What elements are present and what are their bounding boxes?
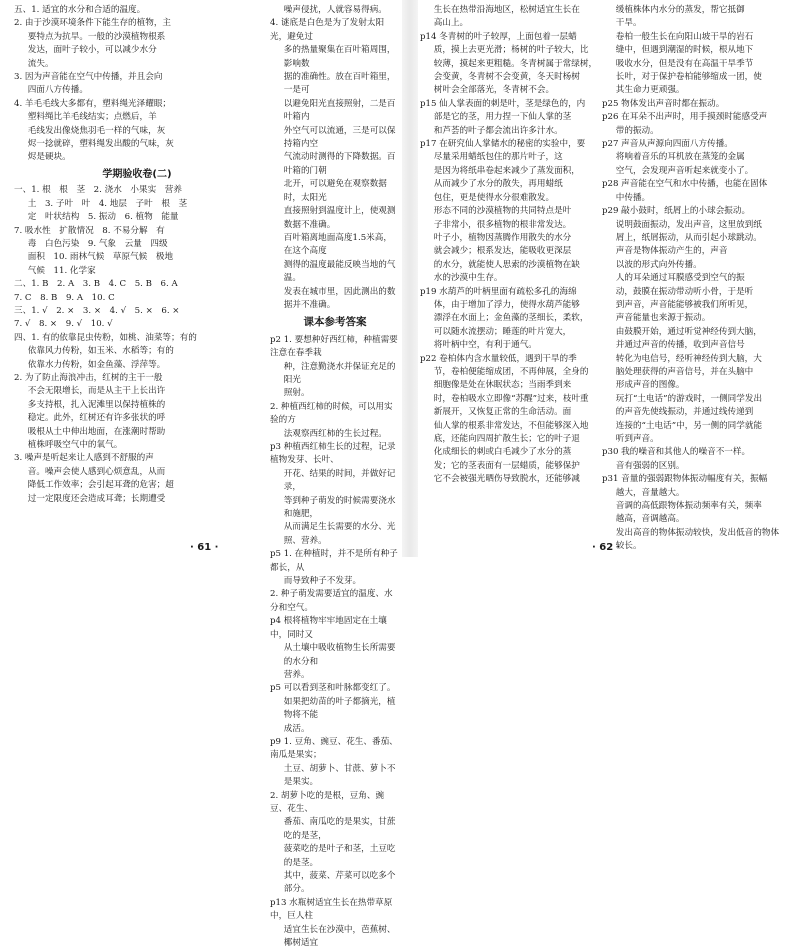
answer-line: 以避免阳光直接照射，二是百叶箱内 xyxy=(283,98,396,123)
answer-line: p13 水瓶树适宜生长在热带草原中，巨人柱 xyxy=(270,897,393,922)
answer-line: 烬一捻就碎，塑料绳发出酸的气味，灰 xyxy=(27,139,174,150)
answer-line: p9 1. 豆角、豌豆、花生、番茄、南瓜是果实； xyxy=(270,736,398,761)
answer-line: 树叶会全部落光，冬青树不会。 xyxy=(433,85,555,96)
left-page-column-2 xyxy=(270,4,400,950)
answer-line: p31 音量的强弱跟物体振动幅度有关，振幅 xyxy=(602,474,768,485)
answer-line: 到声音，声音能能够被我们所听见， xyxy=(615,299,754,310)
answer-line: p5 1. 在种植时，并不是所有种子都长，从 xyxy=(270,549,398,573)
answer-line: 音有强弱的区别。 xyxy=(615,460,685,471)
right-page-column-1 xyxy=(420,4,600,487)
answer-line: 4. 羊毛毛线大多都有，塑料绳光泽耀眼； xyxy=(14,98,172,109)
answer-line: p25 物体发出声音时都在振动。 xyxy=(602,98,725,109)
answer-line: 测得的温度最能反映当地的气温。 xyxy=(283,259,396,284)
answer-line: 部是它的茎，用力捏一下仙人掌的茎 xyxy=(433,112,572,123)
answer-line: 人的耳朵通过耳膜感受到空气的振 xyxy=(615,273,745,284)
answer-line: 番茄、南瓜吃的是果实，甘蔗吃的是茎， xyxy=(283,817,396,841)
answer-line: 脑处理获得的声音信号，并在头脑中 xyxy=(615,366,754,377)
answer-line: 化成细长的刺或白毛减少了水分的蒸 xyxy=(433,447,572,458)
answer-line: 动，鼓膜在振动带动听小骨，于是听 xyxy=(615,286,754,297)
answer-line: 从土壤中吸收植物生长所需要的水分和 xyxy=(283,643,396,667)
answer-line: 将叶柄中空，有利于通气。 xyxy=(433,340,537,351)
answer-line: 适宜生长在沙漠中，芭蕉树、椰树适宜 xyxy=(283,924,396,949)
answer-line: 发达，面叶子较小，可以减少水分 xyxy=(27,45,157,56)
answer-line: 中传播。 xyxy=(615,192,651,203)
answer-line: 干旱。 xyxy=(615,18,642,29)
answer-line: 开花、结果的时间，并做好记录， xyxy=(283,468,396,493)
answer-line: 生长在热带沿海地区，松树适宜生长在 xyxy=(433,5,580,15)
answer-line: 带的振动。 xyxy=(615,125,659,136)
right-page-column-2 xyxy=(602,4,788,554)
answer-line: p4 根将植物牢牢地固定在土壤中，同时又 xyxy=(270,616,387,640)
answer-line: 从而减少了水分的散失，再用蜡纸 xyxy=(433,179,563,190)
answer-line: 的水分，就能使人思索的沙漠植物在缺 xyxy=(433,259,580,270)
answer-block-exam-2 xyxy=(14,184,260,506)
answer-line: 漂浮在水面上；金鱼藻的茎细长，柔软， xyxy=(433,313,589,324)
answer-line: 屑上，纸屑振动，从而引起小球跳动。 xyxy=(615,232,762,243)
answer-line: 降低工作效率；会引起耳聋的危害；超 xyxy=(27,480,174,491)
left-page-column-1 xyxy=(14,4,260,506)
answer-line: 过一定限度还会造成耳聋；长期遭受 xyxy=(27,493,166,504)
answer-line: 形成声音的图像。 xyxy=(615,380,685,391)
answer-line: 其生命力更顽强。 xyxy=(615,85,685,96)
page-number-right: · 62 · xyxy=(592,542,621,553)
answer-line: p3 种植西红柿生长的过程，记录植物发芽、长叶、 xyxy=(270,442,396,466)
answer-line: 百叶箱离地面高度1.5米高，在这个高度 xyxy=(283,232,392,257)
answer-line: 空气，会发现声音听起来就变小了。 xyxy=(615,165,754,176)
answer-line: p5 可以看到茎和叶脉都变红了。 xyxy=(270,683,396,694)
answer-line: 面积 10. 雨林气候 草原气候 极地 xyxy=(27,252,174,263)
answer-line: 2. 为了防止海浪冲击，红树的主干一般 xyxy=(14,372,163,383)
answer-line: 据的准确性。放在百叶箱里，一是可 xyxy=(283,72,396,96)
answer-line: 种，注意勤浇水并保证充足的阳光 xyxy=(283,361,396,385)
answer-line: 3. 因为声音能在空气中传播，并且会向 xyxy=(14,72,163,83)
answer-line: 体，由于增加了浮力，使得水葫芦能够 xyxy=(433,299,580,310)
answer-line: 气流动时测得的下降数据。百叶箱的门朝 xyxy=(283,152,396,176)
answer-line: 7. √ 8. × 9. √ 10. √ xyxy=(14,319,113,330)
answer-line: 和芦荟的叶子都会流出许多汁水。 xyxy=(433,125,563,136)
answer-line: 水的沙漠中生存。 xyxy=(433,273,503,284)
answer-line: 依靠风力传粉，如玉米、水稻等；有的 xyxy=(27,346,174,357)
answer-line: 细胞像是处在休眠状态；当雨季到来 xyxy=(433,380,572,391)
answer-line: 发表在城市里，因此测出的数据并不准确。 xyxy=(283,286,396,310)
answer-line: 7. 吸水性 扩散情况 8. 不易分解 有 xyxy=(14,225,165,236)
answer-line: 时，卷柏吸水立即像“苏醒”过来，枝叶重 xyxy=(433,393,589,404)
answer-line: 7. C 8. B 9. A 10. C xyxy=(14,292,115,303)
answer-line: p28 声音能在空气和水中传播，也能在固体 xyxy=(602,179,768,190)
answer-line: 说明鼓面振动，发出声音，这里放到纸 xyxy=(615,219,762,230)
answer-line: 一、1. 根 根 茎 2. 浇水 小果实 营养 xyxy=(14,185,182,196)
answer-line: 玩打“土电话”的游戏时，一侧同学发出 xyxy=(615,393,763,404)
answer-line: 包住，更是使得水分很难散发。 xyxy=(433,192,555,203)
answer-line: 音。噪声会使人感到心烦意乱，从而 xyxy=(27,466,166,477)
answer-line: 土豆、胡萝卜、甘蔗、萝卜不是果实。 xyxy=(283,763,396,788)
answer-line: 2. 种植西红柿的时候，可以用实验的方 xyxy=(270,401,393,426)
answer-line: 音调的高低跟物体振动频率有关，频率 xyxy=(615,501,762,512)
answer-line: 三、1. √ 2. × 3. × 4. √ 5. × 6. × xyxy=(14,305,180,316)
answer-line: 不会无限增长，而是从主干上长出许 xyxy=(27,386,166,397)
answer-line: 直接照射到温度计上，使观测数据不准确。 xyxy=(283,206,396,230)
answer-line: 声音是物体振动产生的，声音 xyxy=(615,246,728,257)
answer-line: 叶子小，植物因蒸腾作用散失的水分 xyxy=(433,232,572,243)
textbook-answers-title: 课本参考答案 xyxy=(303,316,367,329)
answer-line: p26 在耳朵不出声时，用手摸颈时能感受声 xyxy=(602,112,768,123)
answer-line: 如果把幼苗的叶子都摘光，植物将不能 xyxy=(283,696,396,721)
answer-line: 流失。 xyxy=(27,58,54,69)
answer-line: 气候 11. 化学家 xyxy=(27,265,96,276)
answer-line: p2 1. 要想种好西红柿，种植需要注意在春季栽 xyxy=(270,334,398,359)
answer-line: 以波的形式向外传播。 xyxy=(615,259,702,270)
answer-line: 尽量采用蜡纸包住的那片叶子，这 xyxy=(433,152,563,163)
answer-line: 声音能量也来源于振动。 xyxy=(615,313,711,324)
answer-line: p14 冬青树的叶子较厚，上面包着一层蜡 xyxy=(420,31,577,42)
answer-block-continued xyxy=(270,4,400,312)
answer-line: 其中，菠菜、芹菜可以吃多个部分。 xyxy=(283,871,396,895)
answer-line: 定 叶状结构 5. 振动 6. 植物 能量 xyxy=(27,212,179,223)
answer-line: 发；它的茎表面有一层蜡质，能够保护 xyxy=(433,460,580,471)
exam-section-title: 学期验收卷(二) xyxy=(102,168,172,180)
answer-line: 等到种子萌发的时候需要浇水和施肥， xyxy=(283,495,396,520)
answer-line: p17 在研究仙人掌储水的秘密的实验中，要 xyxy=(420,139,586,150)
answer-line: 是因为将纸串卷起来减少了蒸发面积， xyxy=(433,165,580,176)
answer-line: 四、1. 有的依靠昆虫传粉，如桃、油菜等；有的 xyxy=(14,332,197,343)
answer-line: 卷柏一般生长在向阳山坡干旱的岩石 xyxy=(615,31,754,42)
answer-line: 连接的“土电话”中，另一侧的同学就能 xyxy=(615,420,763,431)
answer-line: 就会减少；根系发达，能吸收更深层 xyxy=(433,246,572,257)
answer-block-textbook xyxy=(270,334,400,950)
answer-line: 五、1. 适宜的水分和合适的温度。 xyxy=(14,5,146,15)
answer-line: 照射。 xyxy=(283,388,310,399)
answer-line: p19 水葫芦的叶柄里面有疏松多孔的海绵 xyxy=(420,286,577,297)
answer-line: 菠菜吃的是叶子和茎，土豆吃的是茎。 xyxy=(283,844,396,868)
answer-line: p29 敲小鼓时，纸屑上的小球会振动。 xyxy=(602,206,751,217)
answer-line: 质，摸上去更光滑；杨树的叶子较大，比 xyxy=(433,45,589,56)
answer-line: 3. 噪声是听起来让人感到不舒服的声 xyxy=(14,453,154,464)
answer-line: 4. 谜底是白色是为了发射太阳光，避免过 xyxy=(270,18,385,42)
answer-line: 2. 种子萌发需要适宜的温度、水分和空气。 xyxy=(270,589,393,613)
answer-line: 听到声音。 xyxy=(615,434,659,444)
answer-line: p22 卷柏体内含水量较低，遇到干旱的季 xyxy=(420,353,577,364)
answer-line: 从而满足生长需要的水分、光照、营养。 xyxy=(283,522,396,546)
answer-line: 而导致种子不发芽。 xyxy=(283,576,362,587)
answer-line: 成活。 xyxy=(283,723,310,734)
answer-line: 新展开，又恢复正常的生命活动。面 xyxy=(433,407,572,418)
answer-line: 节，卷柏便能缩成团，不再伸展，全身的 xyxy=(433,366,589,377)
answer-line: 转化为电信号，经听神经传到大脑，大 xyxy=(615,353,762,364)
answer-line: 吸根从土中伸出地面，在涨潮时帮助 xyxy=(27,426,166,437)
answer-line: p27 声音从声源向四面八方传播。 xyxy=(602,139,733,150)
answer-line: 北开，可以避免在观察数据时，太阳光 xyxy=(283,179,387,203)
answer-line: 吸收水分，但是没有在高温干旱季节 xyxy=(615,58,754,69)
answer-line: 缝中，但遇到潮湿的时候，根从地下 xyxy=(615,45,754,56)
answer-line: 高山上。 xyxy=(433,18,469,29)
answer-line: 烬是硬块。 xyxy=(27,152,71,163)
answer-line: 毒 白色污染 9. 气象 云量 四级 xyxy=(27,238,168,249)
page-number-left: · 61 · xyxy=(190,542,219,553)
answer-line: 毛线发出像烧焦羽毛一样的气味，灰 xyxy=(27,125,166,136)
answer-line: 2. 胡萝卜吃的是根，豆角、豌豆、花生、 xyxy=(270,790,385,814)
answer-line: 它不会被强光晒伤导致脱水，还能够减 xyxy=(433,474,580,485)
answer-line: 会变黄，冬青树不会变黄，冬天时杨树 xyxy=(433,72,580,83)
answer-line: 2. 由于沙漠环境条件下能生存的植物，主 xyxy=(14,18,172,29)
answer-line: 外空气可以流通，三是可以保持箱内空 xyxy=(283,125,396,150)
answer-line: 长叶，对于保护卷柏能够缩成一团，使 xyxy=(615,72,762,83)
answer-line: 的声音先使线振动，并通过线传递到 xyxy=(615,407,754,418)
answer-line: 子非常小，很多植物的根非常发达。 xyxy=(433,219,572,230)
answer-line: 四面八方传播。 xyxy=(27,85,88,96)
answer-line: 营养。 xyxy=(283,669,310,680)
answer-line: 要特点为抗旱。一般的沙漠植物根系 xyxy=(27,31,166,42)
answer-line: 噪声侵扰，人就容易得病。 xyxy=(283,5,387,15)
book-gutter xyxy=(402,0,418,557)
answer-line: 塑料绳比羊毛线结实；点燃后，羊 xyxy=(27,112,157,123)
answer-line: 由鼓膜开始，通过听觉神经传到大脑， xyxy=(615,326,762,337)
answer-line: 越大，音量越大。 xyxy=(615,487,685,498)
answer-line: 多支持根，扎入泥滩里以保持植株的 xyxy=(27,399,166,410)
answer-line: p15 仙人掌表面的刺是叶，茎是绿色的，内 xyxy=(420,98,586,109)
answer-line: 底，还能向四周扩散生长；它的叶子退 xyxy=(433,434,580,444)
answer-line: 多的热量聚集在百叶箱周围，影响数 xyxy=(283,45,396,69)
answer-line: 发出高音的物体振动较快，发出低音的物体 xyxy=(615,527,780,538)
answer-line: 土 3. 子叶 叶 4. 地层 子叶 根 茎 xyxy=(27,198,188,209)
answer-line: 二、1. B 2. A 3. B 4. C 5. B 6. A xyxy=(14,279,178,290)
answer-line: 可以随水流摆动；睡莲的叶片宽大， xyxy=(433,326,572,337)
answer-line: 较长。 xyxy=(615,541,642,552)
answer-line: 并通过声音的传播，收到声音信号 xyxy=(615,340,745,351)
answer-line: 形态不同的沙漠植物的共同特点是叶 xyxy=(433,206,572,217)
answer-line: 较薄，摸起来更粗糙。冬青树属于常绿树， xyxy=(433,58,598,69)
answer-line: 稳定。此外，红树还有许多张状的呼 xyxy=(27,413,166,424)
answer-line: 仙人掌的根系非常发达，不但能够深入地 xyxy=(433,420,589,431)
answer-block-section-5 xyxy=(14,4,260,165)
answer-line: p30 我的噪音和其他人的噪音不一样。 xyxy=(602,447,751,458)
answer-line: 缓植株体内水分的蒸发，帮它抵御 xyxy=(615,5,745,15)
answer-line: 将响着音乐的耳机放在蒸笼的金属 xyxy=(615,152,745,163)
answer-line: 依靠水力传粉，如金鱼藻、浮萍等。 xyxy=(27,359,166,370)
answer-line: 法观察西红柿的生长过程。 xyxy=(283,428,387,439)
answer-line: 植株呼吸空气中的氧气。 xyxy=(27,440,123,450)
answer-line: 越高，音调越高。 xyxy=(615,514,685,525)
